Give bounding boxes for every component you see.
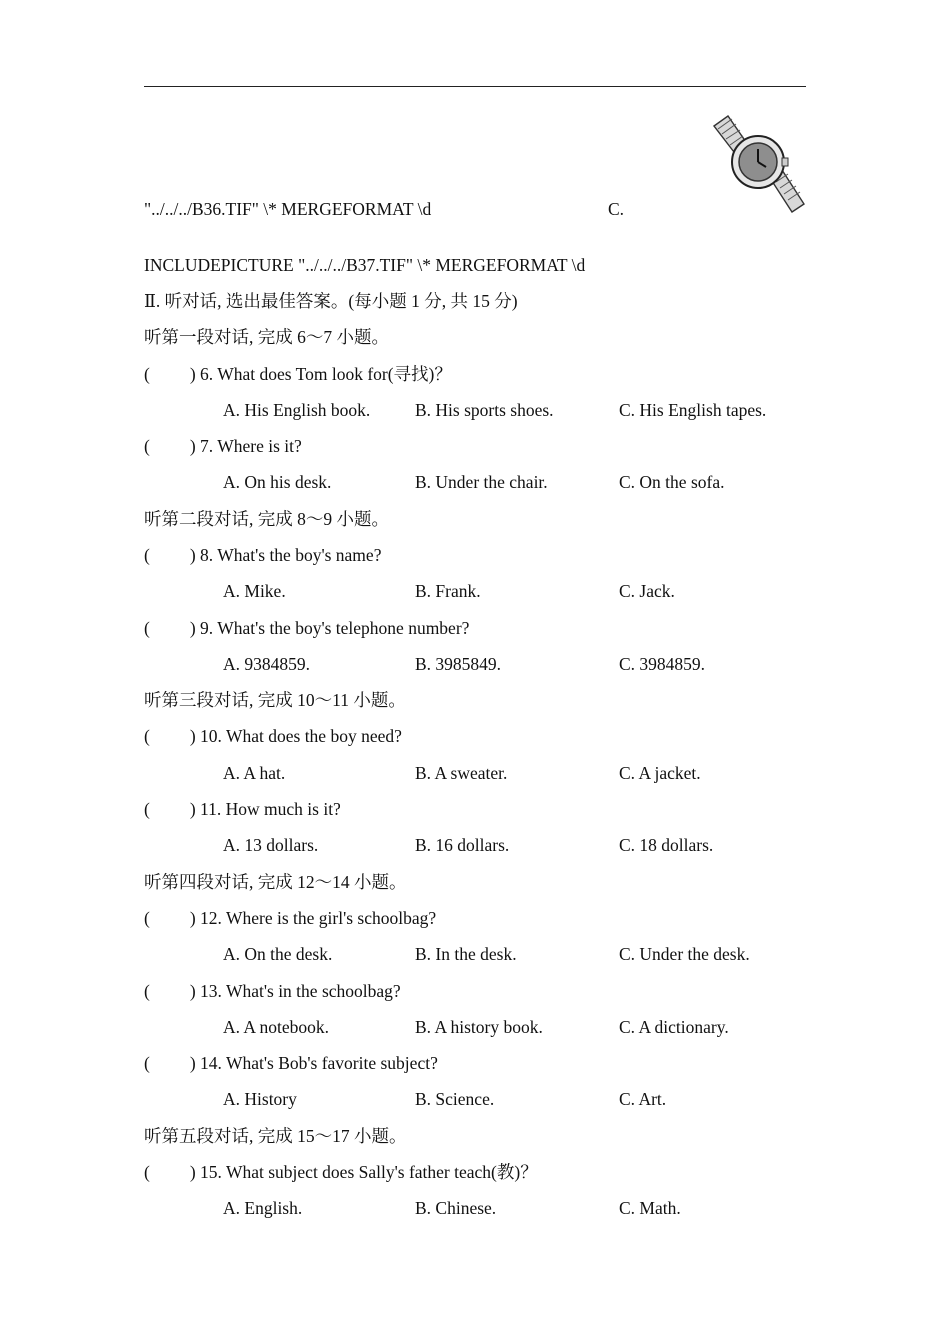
- answer-paren: (: [144, 1162, 150, 1182]
- question-stem: [144, 617, 469, 639]
- option-c: C. 18 dollars.: [619, 835, 714, 855]
- question-stem: [144, 544, 381, 566]
- question-text: ) 8. What's the boy's name?: [189, 545, 382, 565]
- watch-icon: [708, 112, 808, 216]
- answer-paren: (: [144, 799, 150, 819]
- question-text: ) 11. How much is it?: [189, 799, 341, 819]
- option-b: B. 16 dollars.: [415, 835, 510, 855]
- question-text: ) 12. Where is the girl's schoolbag?: [189, 908, 437, 928]
- question-text: ) 9. What's the boy's telephone number?: [189, 618, 470, 638]
- answer-paren: (: [144, 618, 150, 638]
- question-stem: [144, 435, 302, 457]
- answer-paren: (: [144, 908, 150, 928]
- header-rule: [144, 86, 806, 87]
- picture-ref-b37: INCLUDEPICTURE "../../../B37.TIF" \* MERGEFORMAT \d: [144, 255, 586, 275]
- option-b: B. His sports shoes.: [415, 400, 554, 420]
- option-a: A. English.: [223, 1198, 303, 1218]
- question-stem: [144, 1052, 438, 1074]
- question-stem: [144, 798, 341, 820]
- option-b: B. Science.: [415, 1089, 495, 1109]
- question-text: ) 10. What does the boy need?: [189, 726, 402, 746]
- option-a: A. On his desk.: [223, 472, 332, 492]
- question-stem: [144, 1161, 538, 1183]
- part-intro: 听第五段对话, 完成 15～17 小题。: [144, 1126, 407, 1146]
- answer-paren: (: [144, 545, 150, 565]
- picture-ref-b36: "../../../B36.TIF" \* MERGEFORMAT \d: [144, 199, 432, 219]
- question-stem: [144, 907, 436, 929]
- option-c: C. 3984859.: [619, 654, 706, 674]
- question-stem: [144, 980, 401, 1002]
- option-b: B. 3985849.: [415, 654, 502, 674]
- option-b: B. A history book.: [415, 1017, 543, 1037]
- option-c: C. His English tapes.: [619, 400, 767, 420]
- option-a: A. History: [223, 1089, 297, 1109]
- option-a: A. A hat.: [223, 763, 286, 783]
- option-a: A. A notebook.: [223, 1017, 329, 1037]
- part-intro: 听第四段对话, 完成 12～14 小题。: [144, 872, 407, 892]
- part-intro: 听第二段对话, 完成 8～9 小题。: [144, 509, 389, 529]
- option-b: B. Chinese.: [415, 1198, 497, 1218]
- option-b: B. Under the chair.: [415, 472, 548, 492]
- option-c: C. Math.: [619, 1198, 681, 1218]
- answer-paren: (: [144, 364, 150, 384]
- question-text: ) 7. Where is it?: [189, 436, 302, 456]
- option-a: A. 13 dollars.: [223, 835, 319, 855]
- answer-paren: (: [144, 726, 150, 746]
- part-intro: 听第三段对话, 完成 10～11 小题。: [144, 690, 406, 710]
- option-b: B. A sweater.: [415, 763, 508, 783]
- picture-option-c-label: C.: [608, 199, 625, 219]
- question-stem: [144, 725, 402, 747]
- option-b: B. Frank.: [415, 581, 481, 601]
- option-c: C. Jack.: [619, 581, 675, 601]
- option-c: C. A dictionary.: [619, 1017, 729, 1037]
- option-a: A. Mike.: [223, 581, 286, 601]
- question-stem: [144, 363, 452, 385]
- option-c: C. A jacket.: [619, 763, 701, 783]
- question-text: ) 6. What does Tom look for(寻找)？: [189, 364, 452, 384]
- answer-paren: (: [144, 436, 150, 456]
- option-a: A. On the desk.: [223, 944, 333, 964]
- answer-paren: (: [144, 981, 150, 1001]
- question-text: ) 15. What subject does Sally's father teach(教)？: [189, 1162, 538, 1182]
- part-intro: 听第一段对话, 完成 6～7 小题。: [144, 327, 389, 347]
- option-c: C. Under the desk.: [619, 944, 750, 964]
- answer-paren: (: [144, 1053, 150, 1073]
- question-text: ) 13. What's in the schoolbag?: [189, 981, 401, 1001]
- question-text: ) 14. What's Bob's favorite subject?: [189, 1053, 438, 1073]
- section-title: Ⅱ. 听对话, 选出最佳答案。(每小题 1 分, 共 15 分): [144, 291, 518, 311]
- option-a: A. His English book.: [223, 400, 371, 420]
- option-b: B. In the desk.: [415, 944, 517, 964]
- option-c: C. Art.: [619, 1089, 667, 1109]
- option-c: C. On the sofa.: [619, 472, 725, 492]
- option-a: A. 9384859.: [223, 654, 311, 674]
